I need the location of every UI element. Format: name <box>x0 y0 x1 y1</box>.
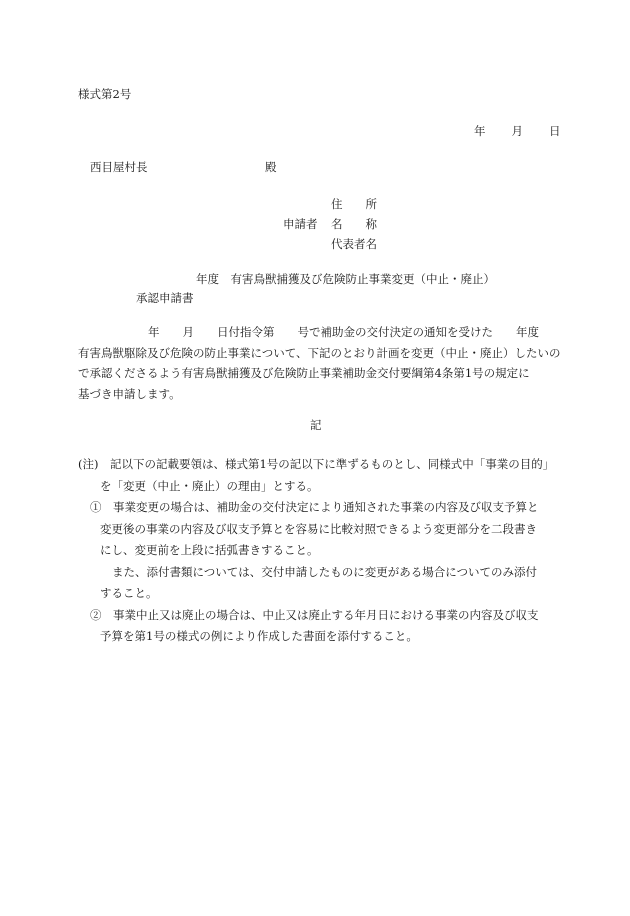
date-year: 年 <box>474 124 486 138</box>
document-title-line2: 承認申請書 <box>136 291 194 305</box>
note-item-2-line: 予算を第1号の様式の例により作成した書面を添付すること。 <box>100 629 418 643</box>
body-paragraph <box>78 322 561 404</box>
notes-section <box>78 454 554 648</box>
document-title-line1: 年度 有害鳥獣捕獲及び危険防止事業変更（中止・廃止） <box>196 272 495 286</box>
addressee-name: 西目屋村長 <box>90 160 148 174</box>
date-month: 月 <box>511 124 523 138</box>
addressee-honorific: 殿 <box>265 160 277 174</box>
note-item-1-line: ① 事業変更の場合は、補助金の交付決定により通知された事業の内容及び収支予算と <box>90 500 539 514</box>
date-line <box>474 123 561 139</box>
note-item-1-line: すること。 <box>100 586 158 600</box>
note-item-1-line: にし、変更前を上段に括弧書きすること。 <box>100 543 319 557</box>
applicant-label: 申請者 <box>283 217 318 231</box>
applicant-representative-label: 代表者名 <box>331 237 377 251</box>
note-item-1-line: 変更後の事業の内容及び収支予算とを容易に比較対照できるよう変更部分を二段書き <box>100 521 537 536</box>
applicant-address-label: 住 所 <box>331 197 377 211</box>
note-intro-line: を「変更（中止・廃止）の理由」とする。 <box>100 478 319 493</box>
form-number: 様式第2号 <box>78 87 132 101</box>
body-line: 有害鳥獣駆除及び危険の防止事業について、下記のとおり計画を変更（中止・廃止）したいの <box>78 345 561 360</box>
ki-heading: 記 <box>310 418 322 432</box>
applicant-name-label: 名 称 <box>331 217 377 231</box>
note-item-1-line: また、添付書類については、交付申請したものに変更がある場合についてのみ添付 <box>112 564 538 579</box>
body-line: 年 月 日付指令第 号で補助金の交付決定の通知を受けた 年度 <box>148 325 539 339</box>
date-day: 日 <box>549 124 561 138</box>
note-intro-line: (注) 記以下の記載要領は、様式第1号の記以下に準ずるものとし、同様式中「事業の目的」 <box>78 457 555 471</box>
note-item-2-line: ② 事業中止又は廃止の場合は、中止又は廃止する年月日における事業の内容及び収支 <box>90 607 539 622</box>
body-line: 基づき申請します。 <box>78 386 181 401</box>
body-line: で承認くださるよう有害鳥獣捕獲及び危険防止事業補助金交付要綱第4条第1号の規定に <box>78 366 530 380</box>
